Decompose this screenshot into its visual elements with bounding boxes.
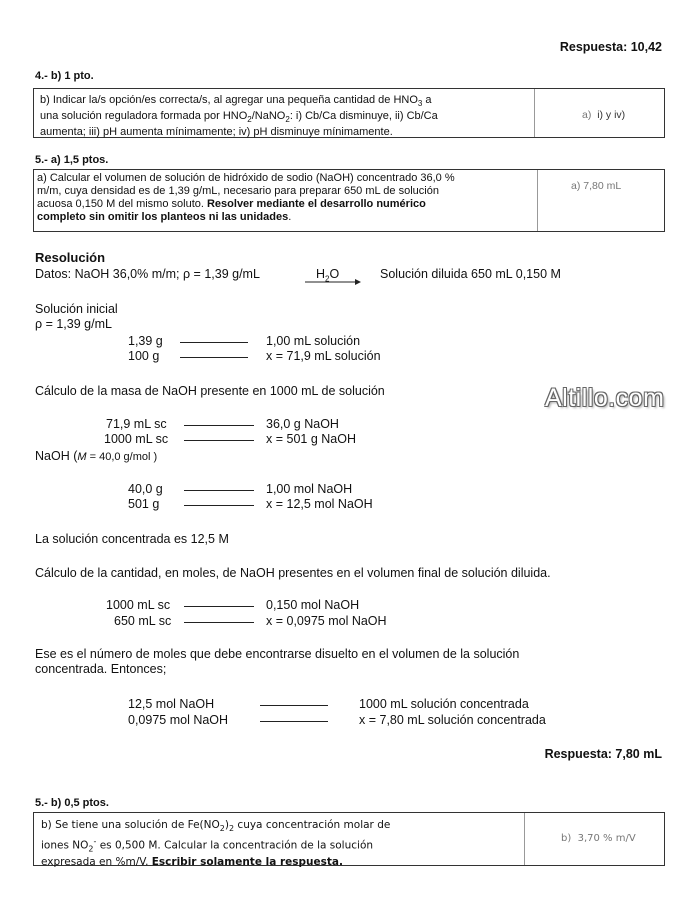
q5b-box: [33, 812, 665, 866]
r1-left: 1,39 g: [128, 334, 163, 348]
q4b-box: [33, 88, 665, 138]
answer-top: Respuesta: 10,42: [559, 40, 662, 54]
q4b-heading: 4.- b) 1 pto.: [35, 70, 94, 82]
naoh-molar-mass: NaOH (M = 40,0 g/mol ): [35, 449, 158, 463]
m1-right: 36,0 g NaOH: [266, 417, 339, 431]
concentrada-line: La solución concentrada es 12,5 M: [35, 532, 229, 546]
datos-line: Datos: NaOH 36,0% m/m; ρ = 1,39 g/mL: [35, 267, 260, 281]
v2-left: 0,0975 mol NaOH: [128, 713, 229, 727]
n1-left: 40,0 g: [128, 482, 163, 496]
q5a-divider: [537, 170, 538, 231]
m2-dash: [184, 440, 254, 441]
v2-right: x = 7,80 mL solución concentrada: [359, 713, 546, 727]
q4b-answer: a) i) y iv): [582, 109, 626, 121]
ese-line-1: Ese es el número de moles que debe encontrarse disuelto en el volumen de la solución: [35, 647, 520, 661]
v1-left: 12,5 mol NaOH: [128, 697, 215, 711]
q5b-question: b) Se tiene una solución de $Fe(NO_2)_2$ cuya concentración molar de iones $NO_2^-$ es 0,500 M. Calcular la concentración de la solución expresada en %m/V. Escribir solamente la respuesta.: [41, 819, 391, 868]
calc-moles: Cálculo de la cantidad, en moles, de NaOH presentes en el volumen final de solución diluida.: [35, 566, 551, 580]
v2-dash: [260, 721, 328, 722]
v1-right: 1000 mL solución concentrada: [359, 697, 529, 711]
r2-left: 100 g: [128, 349, 160, 363]
m1-left: 71,9 mL sc: [106, 417, 167, 431]
d2-right: x = 0,0975 mol NaOH: [266, 614, 387, 628]
n1-right: 1,00 mol NaOH: [266, 482, 353, 496]
answer-5a: Respuesta: 7,80 mL: [544, 747, 662, 761]
q5b-heading: 5.- b) 0,5 ptos.: [35, 797, 109, 809]
ese-line-2: concentrada. Entonces;: [35, 662, 167, 676]
q5a-question: a) Calcular el volumen de solución de hidróxido de sodio (NaOH) concentrado 36,0 % m/m, cuya densidad es de 1,39 g/mL, necesario para preparar 650 mL de solución acuosa 0,150 M del mismo soluto. Resolver mediante el desarrollo numérico completo sin omitir los planteos ni las unidades.: [37, 172, 455, 223]
m2-left: 1000 mL sc: [104, 432, 169, 446]
rho-line: ρ = 1,39 g/mL: [35, 317, 112, 331]
n2-right: x = 12,5 mol NaOH: [266, 497, 373, 511]
d2-dash: [184, 622, 254, 623]
calc-masa: Cálculo de la masa de NaOH presente en 1000 mL de solución: [35, 384, 385, 398]
d1-left: 1000 mL sc: [106, 598, 171, 612]
d2-left: 650 mL sc: [114, 614, 172, 628]
r2-right: x = 71,9 mL solución: [266, 349, 381, 363]
n2-left: 501 g: [128, 497, 160, 511]
sol-inicial: Solución inicial: [35, 302, 118, 316]
d1-dash: [184, 606, 254, 607]
watermark-logo: Altillo.com: [545, 384, 665, 412]
resolution-title: Resolución: [35, 250, 106, 265]
r1-right: 1,00 mL solución: [266, 334, 361, 348]
q5a-answer: a) 7,80 mL: [571, 180, 622, 192]
m1-dash: [184, 425, 254, 426]
r2-dash: [180, 357, 248, 358]
diluted-label: Solución diluida 650 mL 0,150 M: [380, 267, 561, 281]
v1-dash: [260, 705, 328, 706]
r1-dash: [180, 342, 248, 343]
q5a-box: [33, 169, 665, 232]
q4b-divider: [534, 89, 535, 137]
arrow-icon: [305, 278, 361, 286]
h2o-label: $H_2O$: [316, 267, 340, 284]
n1-dash: [184, 490, 254, 491]
q5b-answer: b) 3,70 % m/V: [561, 833, 636, 844]
m2-right: x = 501 g NaOH: [266, 432, 356, 446]
n2-dash: [184, 505, 254, 506]
d1-right: 0,150 mol NaOH: [266, 598, 360, 612]
q5b-divider: [524, 813, 525, 865]
q4b-question: b) Indicar la/s opción/es correcta/s, al agregar una pequeña cantidad de $HNO_3$ a una solución reguladora formada por $HNO_2/NaNO_2$: i) Cb/Ca disminuye, ii) Cb/Ca aumenta; iii) pH aumenta mínimamente; iv) pH disminuye mínimamente.: [40, 94, 438, 139]
q5a-heading: 5.- a) 1,5 ptos.: [35, 154, 109, 166]
